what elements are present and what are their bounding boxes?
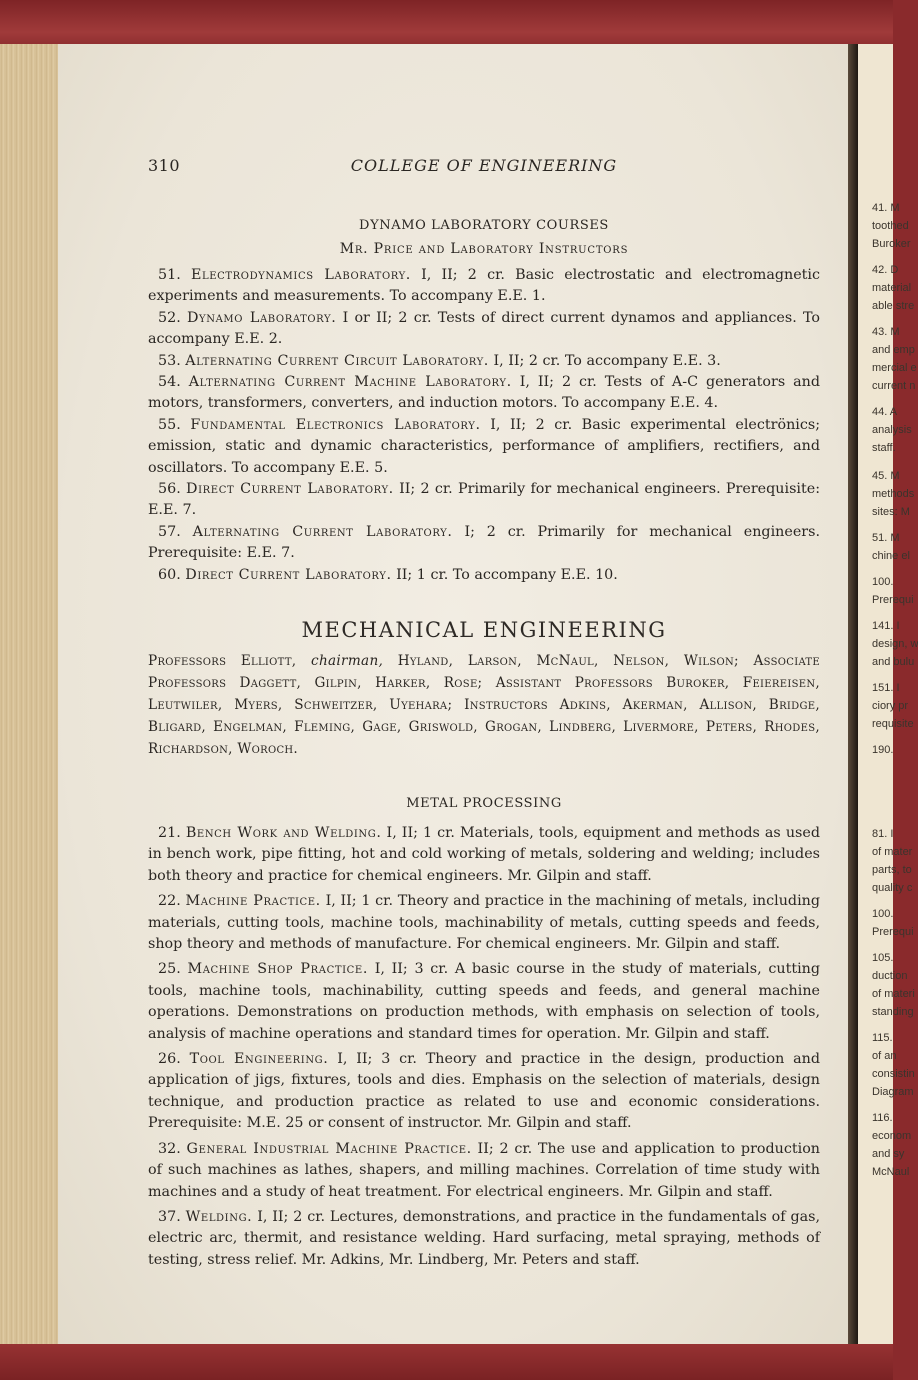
course-entry — [148, 522, 820, 565]
course-entry — [148, 823, 820, 887]
facing-page-text: 43. M — [872, 326, 900, 338]
facing-page-text: Prerequi — [872, 926, 914, 938]
page-number: 310 — [148, 156, 181, 175]
dynamo-course-list — [148, 265, 820, 586]
course-number: 52. — [158, 309, 181, 326]
facing-page-text: 42. D — [872, 264, 899, 276]
course-entry — [148, 479, 820, 522]
facing-page-text: Prerequi — [872, 594, 914, 606]
course-name: Bench Work and Welding. — [185, 825, 382, 841]
course-number: 56. — [158, 481, 181, 498]
facing-page-text: 51. M — [872, 532, 900, 544]
facing-page-text: staff. — [872, 442, 896, 454]
facing-page-text: of an — [872, 1050, 897, 1062]
facing-page-text: and sy — [872, 1148, 905, 1160]
course-name: Alternating Current Machine Laboratory. — [188, 374, 512, 391]
course-entry — [148, 891, 820, 955]
course-name: General Industrial Machine Practice. — [186, 1140, 472, 1157]
course-description: I, II; 2 cr. Basic experimental electrönics; emission, static and dynamic characteristics, performance of amplifiers, rectifiers, and oscillators. To accompany E.E. 5. — [148, 416, 821, 476]
course-description: I; 2 cr. Primarily for mechanical engineers. Prerequisite: E.E. 7. — [148, 523, 821, 562]
facing-page-text: 151. I — [872, 682, 900, 694]
facing-page-text: 105. — [872, 952, 894, 964]
faculty-chairman: chairman, — [311, 653, 384, 669]
course-name: Tool Engineering. — [189, 1051, 329, 1068]
department-title: MECHANICAL ENGINEERING — [301, 618, 667, 642]
metal-course-list — [148, 823, 820, 1271]
book-gutter — [848, 44, 858, 1344]
course-description: II; 2 cr. Primarily for mechanical engineers. Prerequisite: E.E. 7. — [148, 481, 821, 519]
course-number: 54. — [158, 374, 181, 391]
dynamo-heading: DYNAMO LABORATORY COURSES — [359, 218, 609, 233]
course-name: Alternating Current Laboratory. — [192, 523, 453, 540]
course-description: II; 1 cr. To accompany E.E. 10. — [396, 566, 618, 583]
course-name: Direct Current Laboratory. — [186, 481, 394, 498]
page-edges-left — [0, 44, 58, 1344]
running-head — [148, 156, 820, 180]
facing-page-text: toothed — [872, 220, 909, 232]
course-entry — [148, 1139, 820, 1203]
facing-page-text: design, w — [872, 638, 918, 650]
facing-page-text: 141. I — [872, 620, 900, 632]
course-number: 51. — [158, 267, 181, 283]
faculty-list — [148, 650, 820, 760]
course-name: Machine Practice. — [185, 893, 321, 910]
course-number: 26. — [158, 1051, 181, 1068]
book-cover-top — [0, 0, 893, 46]
facing-page-text: methods — [872, 488, 915, 500]
facing-page-text: requisite — [872, 718, 914, 730]
course-entry — [148, 959, 820, 1045]
facing-page-text: 115. — [872, 1032, 893, 1044]
facing-page-text: able stre — [872, 300, 915, 312]
course-name: Alternating Current Circuit Laboratory. — [185, 352, 489, 369]
facing-page-text: 81. I — [872, 828, 894, 840]
course-number: 22. — [158, 893, 181, 910]
course-number: 57. — [158, 523, 181, 540]
facing-page-text: econom — [872, 1130, 912, 1142]
course-name: Machine Shop Practice. — [187, 961, 368, 978]
facing-page-text: duction — [872, 970, 908, 982]
course-name: Welding. — [185, 1208, 253, 1225]
facing-page-text: parts, to — [872, 864, 912, 876]
course-name: Fundamental Electronics Laboratory. — [190, 416, 481, 433]
course-description: I, II; 3 cr. A basic course in the study of materials, cutting tools, machine tools, machinability, cutting speeds and feeds, and general machine operations. Demonstrations on production methods, with emphasis on selection of tools, analysis of machine operations and standard times for operation. Mr. Gilpin and staff. — [148, 961, 820, 1042]
facing-page-text: current n — [872, 380, 916, 392]
course-number: 53. — [158, 352, 181, 369]
course-description: I or II; 2 cr. Tests of direct current dynamos and appliances. To accompany E.E. 2. — [148, 309, 820, 348]
course-number: 37. — [158, 1208, 181, 1225]
facing-page-text: and emp — [872, 344, 915, 356]
course-entry — [148, 265, 820, 308]
course-name: Dynamo Laboratory. — [186, 309, 337, 326]
course-entry — [148, 1049, 820, 1135]
course-entry — [148, 1207, 820, 1271]
facing-page-text: material — [872, 282, 912, 294]
course-number: 25. — [158, 961, 181, 978]
facing-page-text: and bulu — [872, 656, 915, 668]
faculty-professors: Professors Elliott, — [148, 653, 297, 669]
facing-page — [858, 44, 918, 1344]
course-entry — [148, 351, 820, 372]
facing-page-text: mercial e — [872, 362, 917, 374]
course-number: 32. — [158, 1140, 181, 1157]
facing-page-text: Diagram — [872, 1086, 914, 1098]
facing-page-text: 116. — [872, 1112, 893, 1124]
facing-page-text: ciory pr — [872, 700, 909, 712]
mechanical-section — [148, 618, 820, 760]
facing-page-text: Buroker — [872, 238, 911, 250]
facing-page-text: 45. M — [872, 470, 900, 482]
book-cover-bottom — [0, 1340, 893, 1380]
course-description: I, II; 1 cr. Materials, tools, equipment and methods as used in bench work, pipe fitting, hot and cold working of metals, soldering and welding; includes both theory and practice for chemical engineers. Mr. Gilpin and staff. — [148, 825, 820, 884]
metal-section — [148, 796, 820, 1271]
course-entry — [148, 372, 820, 415]
facing-page-text: 100. — [872, 908, 894, 920]
course-number: 21. — [158, 825, 181, 841]
facing-page-text: 44. A — [872, 406, 898, 418]
facing-page-text: consistin — [872, 1068, 915, 1080]
facing-page-text: McNaul — [872, 1166, 910, 1178]
book-page — [58, 44, 848, 1344]
dynamo-section — [148, 218, 820, 586]
course-number: 55. — [158, 416, 181, 433]
dynamo-instructors: Mr. Price and Laboratory Instructors — [339, 241, 629, 257]
course-entry — [148, 308, 820, 351]
facing-page-text: 100. — [872, 576, 894, 588]
facing-page-text: chine el — [872, 550, 910, 562]
course-description: I, II; 1 cr. Theory and practice in the machining of metals, including materials, cutting tools, machine tools, machinability of metals, cutting speeds and feeds, shop theory and methods of manufacture. For chemical engineers. Mr. Gilpin and staff. — [148, 893, 821, 953]
course-description: I, II; 2 cr. To accompany E.E. 3. — [493, 352, 721, 369]
course-description: I, II; 3 cr. Theory and practice in the design, production and application of jigs, fixtures, tools and dies. Emphasis on the selection of materials, design technique, and production practice as related to use and economic considerations. Prerequisite: M.E. 25 or consent of instructor. Mr. Gilpin and staff. — [148, 1051, 821, 1132]
course-entry — [148, 565, 820, 586]
course-description: I, II; 2 cr. Tests of A-C generators and motors, transformers, converters, and induction motors. To accompany E.E. 4. — [148, 374, 821, 412]
course-entry — [148, 415, 820, 479]
facing-page-text: sites: M — [872, 506, 910, 518]
facing-page-text: analysis — [872, 424, 912, 436]
metal-heading: METAL PROCESSING — [406, 796, 562, 811]
faculty-members: Hyland, Larson, McNaul, Nelson, Wilson; Associate Professors Daggett, Gilpin, Harker, Rose; Assistant Professors Buroker, Feiereisen, Leutwiler, Myers, Schweitzer, Uyehara; Instructors Adkins, Akerman, Allison, Bridge, Bligard, Engelman, Fleming, Gage, Griswold, Grogan, Lindberg, Livermore, Peters, Rhodes, Richardson, Woroch. — [148, 653, 821, 757]
course-description: II; 2 cr. The use and application to production of such machines as lathes, shapers, and milling machines. Correlation of time study with machines and a study of heat treatment. For electrical engineers. Mr. Gilpin and staff. — [148, 1140, 821, 1200]
facing-page-text: of mater — [872, 846, 913, 858]
facing-page-text: of materi — [872, 988, 915, 1000]
course-name: Electrodynamics Laboratory. — [190, 267, 411, 283]
course-description: I, II; 2 cr. Lectures, demonstrations, and practice in the fundamentals of gas, electric arc, thermit, and resistance welding. Hard surfacing, metal spraying, methods of testing, stress relief. Mr. Adkins, Mr. Lindberg, Mr. Peters and staff. — [148, 1208, 821, 1268]
course-number: 60. — [158, 566, 181, 583]
course-description: I, II; 2 cr. Basic electrostatic and electromagnetic experiments and measurements. To accompany E.E. 1. — [148, 267, 820, 305]
facing-page-text: quality c — [872, 882, 913, 894]
facing-page-text: 190. — [872, 744, 894, 756]
running-head-title: COLLEGE OF ENGINEERING — [350, 156, 618, 175]
facing-page-text: standing — [872, 1006, 914, 1018]
course-name: Direct Current Laboratory. — [185, 566, 392, 583]
facing-page-text: 41. M — [872, 202, 900, 214]
